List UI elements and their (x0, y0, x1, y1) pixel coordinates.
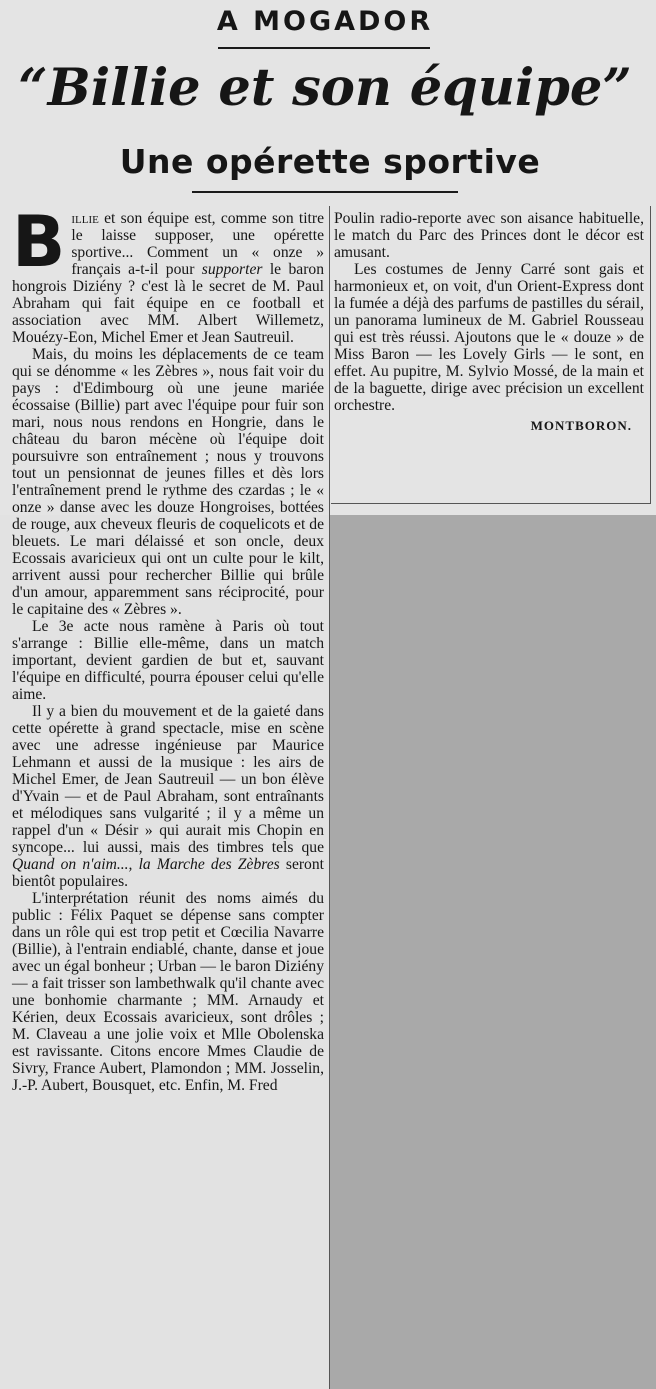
article-paragraph: Le 3e acte nous ramène à Paris où tout s'arrange : Billie elle-même, dans un match important, devient gardien de but et, sauvant l'équipe en difficulté, pourra épouser celui qu'elle aime. (12, 618, 324, 703)
paragraph-text: et son équipe est, comme son titre le laisse supposer, une opérette sportive... Comment un « onze » français a-t-il pour (71, 210, 324, 278)
author-signature: MONTBORON. (530, 418, 632, 433)
subhead-rule (192, 191, 458, 193)
article-paragraph (12, 201, 324, 346)
article-paragraph: L'interprétation réunit des noms aimés du public : Félix Paquet se dépense sans compter dans un rôle qui est trop petit et Cœcilia Navarre (Billie), à l'entrain endiablé, chante, danse et joue avec un égal bonheur ; Urban — le baron Diziény — a fait trisser son lambethwalk qu'il chante avec une bonhomie charmante ; MM. Arnaudy et Kérien, deux Ecossais avaricieux, sont drôles ; M. Claveau a une jolie voix et Mlle Obolenska est ravissante. Citons encore Mmes Claudie de Sivry, France Aubert, Plamondon ; MM. Josselin, J.-P. Aubert, Bousquet, etc. Enfin, M. Fred (12, 890, 324, 1094)
paragraph-text: seront bientôt populaires. (12, 856, 324, 890)
section-kicker: A MOGADOR (216, 6, 434, 37)
paragraph-text: le baron hongrois Diziény ? c'est là le secret de M. Paul Abraham qui fait équipe en ce football et association avec MM. Albert Willemetz, Mouézy-Eon, Michel Emer et Jean Sautreuil. (12, 261, 324, 346)
drop-cap: B (12, 201, 66, 283)
subheadline: Une opérette sportive (119, 142, 541, 181)
italic-text: supporter (201, 261, 263, 278)
lead-word: illie (71, 210, 99, 227)
article-paragraph: Mais, du moins les déplacements de ce team qui se dénomme « les Zèbres », nous fait voir du pays : d'Edimbourg où une jeune mariée écossaise (Billie) part avec l'équipe pour fuir son mari, nous nous rendons en Hongrie, dans le château du baron mécène où l'équipe doit poursuivre son entraînement ; nous y trouvons tout un pensionnat de jeunes filles et dès lors l'entraînement prend le rythme des czardas ; le « onze » danse avec les douze Hongroises, bottées de rouge, aux cheveux fleuris de coquelicots et de bleuets. Le mari délaissé et son oncle, deux Ecossais avaricieux qui ont un culte pour le kilt, arrivent aussi pour rechercher Billie qui brûle d'un amour, apparemment sans réciprocité, pour le capitaine des « Zèbres ». (12, 346, 324, 618)
column-divider (329, 206, 330, 1389)
right-column-border (650, 206, 651, 504)
article-column-right (334, 210, 644, 434)
headline: “Billie et son équipe” (18, 58, 632, 118)
article-paragraph: Les costumes de Jenny Carré sont gais et harmonieux et, on voit, d'un Orient-Express dont la fumée a déjà des parfums de pastilles du sérail, un panorama lumineux de M. Gabriel Rousseau qui est très réussi. Ajoutons que le « douze » de Miss Baron — les Lovely Girls — le sont, en effet. Au pupitre, M. Sylvio Mossé, de la main et de la baguette, dirige avec précision un excellent orchestre. (334, 261, 644, 414)
article-paragraph: Poulin radio-reporte avec son aisance habituelle, le match du Parc des Princes dont le décor est amusant. (334, 210, 644, 261)
article-paragraph (12, 703, 324, 890)
kicker-rule (218, 47, 430, 49)
paragraph-text: Il y a bien du mouvement et de la gaieté dans cette opérette à grand spectacle, mise en scène avec une adresse ingénieuse par Maurice Lehmann et aussi de la musique : les airs de Michel Emer, de Jean Sautreuil — un bon élève d'Yvain — et de Paul Abraham, sont entraînants et mélodiques sans vulgarité ; il y a même un rappel d'un « Désir » qui aurait mis Chopin en syncope... lui aussi, mais des timbres tels que (12, 703, 324, 856)
article-column-left (12, 201, 324, 1094)
italic-text: Quand on n'aim..., la Marche des Zèbres (12, 856, 280, 873)
right-column-bottom-border (331, 503, 651, 504)
